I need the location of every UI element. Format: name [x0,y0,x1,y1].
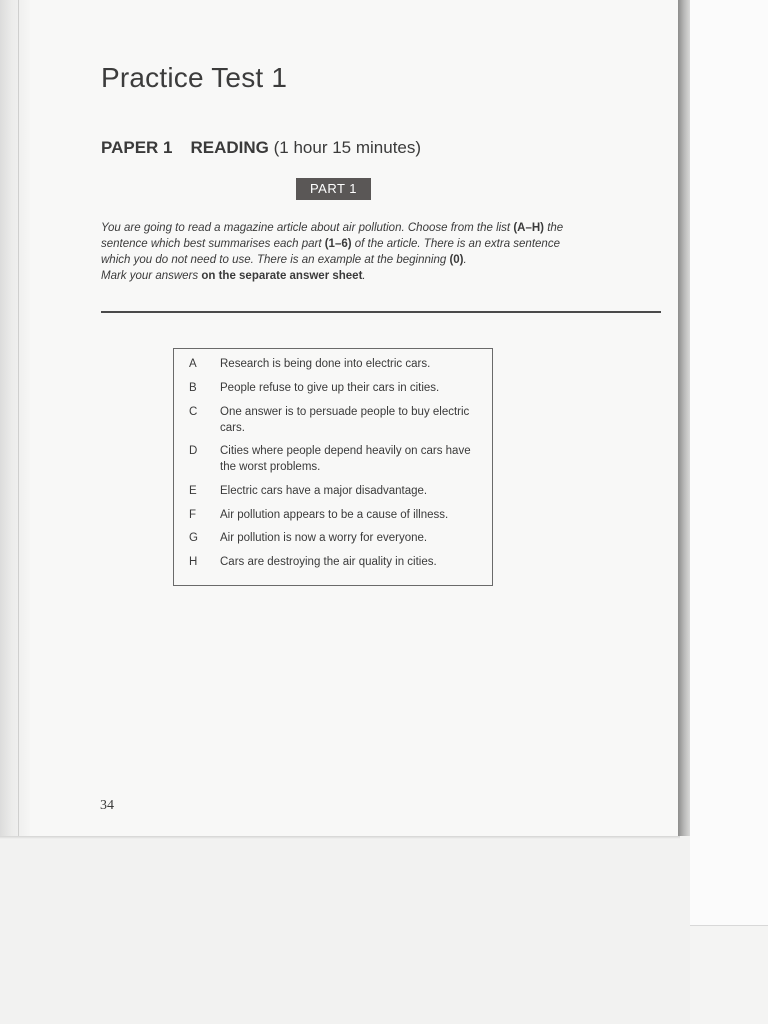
option-text: Cars are destroying the air quality in cities. [220,556,437,568]
instructions-text: You are going to read a magazine article about air pollution. Choose from the list [101,222,514,234]
page-number: 34 [100,798,114,813]
option-letter: G [189,532,198,544]
option-text: People refuse to give up their cars in cities. [220,382,440,394]
instructions-example: (0) [449,254,464,266]
instructions-text: of the article. There is an extra sentence which you do not need to use. There is an example at the beginning [101,238,560,266]
option-letter: H [189,556,198,568]
option-text: One answer is to persuade people to buy electric cars. [220,406,470,434]
page-title: Practice Test 1 [101,62,288,93]
paper-heading [101,138,421,158]
option-letter: C [189,406,198,418]
instructions-answer-sheet: on the separate answer sheet [201,270,363,282]
instructions-range-letters: (A–H) [513,222,544,234]
facing-page [690,0,768,926]
section-label: READING [190,138,269,157]
option-letter: D [189,445,198,457]
duration: (1 hour 15 minutes) [273,138,422,157]
option-text: Air pollution appears to be a cause of illness. [220,509,449,521]
scan-background [0,836,690,1024]
option-letter: A [189,358,197,370]
options-box [173,348,493,586]
instructions-text: Mark your answers [101,270,202,282]
instructions [101,220,571,284]
option-text: Electric cars have a major disadvantage. [220,485,428,497]
page-edge [0,0,30,838]
page-bottom-edge [0,836,680,839]
option-text: Air pollution is now a worry for everyone. [220,532,428,544]
instructions-text: the sentence which best summarises each part [101,222,564,250]
option-text: Cities where people depend heavily on cars have the worst problems. [220,445,471,473]
instructions-text: . [362,270,366,282]
option-letter: F [189,509,197,521]
paper-label: PAPER 1 [101,138,173,157]
option-letter: B [189,382,197,394]
section-divider [101,311,661,313]
instructions-range-numbers: (1–6) [324,238,352,250]
instructions-text: . [463,254,467,266]
book-spine [678,0,690,836]
option-letter: E [189,485,197,497]
part-badge: PART 1 [296,178,371,200]
option-text: Research is being done into electric cars. [220,358,431,370]
page-edge-line [18,0,19,838]
